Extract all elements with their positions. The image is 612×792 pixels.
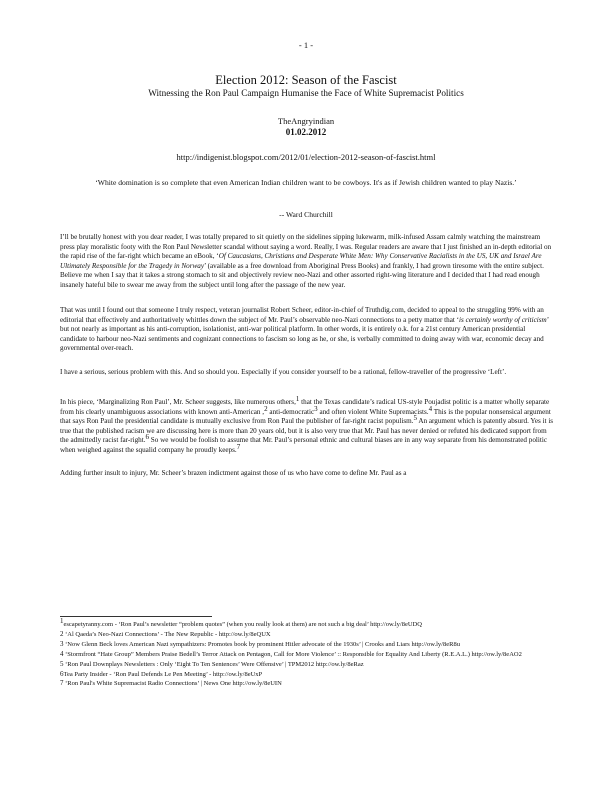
paragraph-2: That was until I found out that someone I truly respect, veteran journalist Robert Scheer, editor-in-chief of Truthdig.com, decided to appeal to the struggling 99% with an editorial that effectively and authoritatively whittles down the subject of Mr. Paul’s observable neo-Nazi connections to a petty matter that ‘is certainly worthy of criticism’ but not nearly as important as his anti-corruption, isolationist, anti-war political platform. In other words, it is entirely o.k. for a 21st century American presidential candidate to harbour neo-Nazi sentiments and cognizant connections to fascism so long as he, or she, is verbally committed to doing away with war, economic decay and governmental over-reach.: [60, 306, 549, 352]
paragraph-3: I have a serious, serious problem with this. And so should you. Especially if you consider yourself to be a rational, fellow-traveller of the progressive ‘Left’.: [60, 368, 507, 376]
source-url[interactable]: http://indigenist.blogspot.com/2012/01/election-2012-season-of-fascist.html: [176, 152, 436, 162]
footnote-number: 2: [60, 629, 64, 638]
footnote-ref-7[interactable]: 7: [236, 442, 241, 451]
paragraph-5: Adding further insult to injury, Mr. Scheer’s brazen indictment against those of us who have come to define Mr. Paul as a: [60, 469, 407, 477]
epigraph-attribution: -- Ward Churchill: [279, 210, 333, 219]
article-title: Election 2012: Season of the Fascist: [215, 73, 397, 87]
paragraph-4: In his piece, ‘Marginalizing Ron Paul’, Mr. Scheer suggests, like numerous others,$^1$ that the Texas candidate’s radical US-style Poujadist politic is a matter wholly separate from his clearly unambiguous associations with known anti-American ,$^2$ anti-democratic$^3$ and often violent White Supremacists.$^4$ This is the popular nonsensical argument that says Ron Paul the presidential candidate is mutually exclusive from Ron Paul the publisher of far-right racist populism.$^5$ An argument which is patently absurd. Yes it is true that the published racism we are discussing here is more than 20 years old, but it is also very true that Mr. Paul has never denied or refuted his dedicated support from the admittedly racist far-right.$^6$ So we would be foolish to assume that Mr. Paul’s personal ethnic and cultural biases are in any way separate from his demonstrated politic when weighed against the squalid company he proudly keeps.$^7$: [60, 395, 554, 454]
footnote-ref-2[interactable]: 2: [264, 404, 268, 413]
epigraph-quote: ‘White domination is so complete that even American Indian children want to be cowboys. It's as if Jewish children wanted to play Nazis.’: [95, 178, 517, 187]
article-subtitle: Witnessing the Ron Paul Campaign Humanise the Face of White Supremacist Politics: [148, 88, 464, 98]
page-number: - 1 -: [298, 40, 314, 50]
footnote-text[interactable]: ‘Ron Paul's White Supremacist Radio Connections’ | News One http://ow.ly/8eUIN: [63, 680, 282, 688]
footnote-text[interactable]: ‘Now Glenn Beck loves American Nazi sympathizers: Promotes book by prominent Hitler advocate of the 1930s’ | Crooks and Liars http://ow.ly/8eR8u: [63, 640, 460, 648]
footnote-number: 5: [60, 659, 64, 668]
footnote-item: [60, 630, 554, 639]
footnote-ref-6[interactable]: 6: [145, 433, 150, 441]
footnote-list: [60, 617, 554, 689]
footnote-ref-4[interactable]: 4: [428, 404, 433, 413]
footnote-text[interactable]: ‘Stormfront “Hate Group” Members Praise Bedell’s Terror Attack on Pentagon, Call for More Violence’ :: Responsible for Equality And Liberty (R.E.A.L.) http://ow.ly/8eAO2: [63, 650, 522, 658]
author-name: TheAngryindian: [277, 116, 335, 126]
footnote-item: [60, 640, 554, 649]
footnote-text[interactable]: escapetyranny.com - ‘Ron Paul’s newsletter “problem quotes” (when you really look at them) are not such a big deal’ http://ow.ly/8eUDQ: [63, 621, 422, 628]
footnote-number: 7: [60, 679, 64, 688]
footnote-number: 4: [60, 649, 64, 658]
footnote-number: 1: [60, 617, 64, 625]
quoted-phrase: is certainly worthy of criticism: [459, 315, 547, 324]
paragraph-1: I’ll be brutally honest with you dear reader, I was totally prepared to sit quietly on the sidelines sipping lukewarm, milk-infused Assam calmly watching the mainstream press play moralistic footy with the Ron Paul Newsletter scandal without saying a word. Really, I was. Regular readers are aware that I just finished an in-depth editorial on the rapid rise of the far-right which became an eBook, ‘Of Caucasians, Christians and Desperate White Men: Why Conservative Racialists in the US, UK and Israel Are Ultimately Responsible for the Tragedy in Norway’ (available as a free download from Aboriginal Press Books) and frankly, I had grown tiresome with the entire subject. Believe me when I say that it takes a strong stomach to sit and objectively review neo-Nazi and other assorted right-wing literature and I decided that I had read enough insanely hateful bile to swear me away from the subject until long after the passage of the new year.: [60, 233, 552, 289]
footnote-divider: [60, 616, 212, 617]
footnote-item: [60, 670, 554, 679]
footnote-text[interactable]: ‘Ron Paul Downplays Newsletters : Only ‘Eight To Ten Sentences’ Were Offensive’ | TPM2012 http://ow.ly/8eRaz: [63, 660, 364, 668]
footnote-item: [60, 660, 554, 669]
publish-date: 01.02.2012: [285, 127, 327, 137]
footnote-item: [60, 617, 554, 629]
footnote-ref-5[interactable]: 5: [413, 414, 417, 422]
footnote-text[interactable]: Tea Party Insider - ‘Ron Paul Defends Le Pen Meeting’ - http://ow.ly/8eUxP: [63, 670, 263, 678]
footnote-item: [60, 650, 554, 659]
footnote-item: [60, 679, 554, 688]
footnote-ref-3[interactable]: 3: [314, 404, 318, 413]
footnote-text[interactable]: ‘Al Qaeda’s Neo-Nazi Connections’ - The New Republic - http://ow.ly/8eQUX: [63, 630, 271, 638]
footnote-ref-1[interactable]: 1: [295, 395, 300, 403]
footnote-number: 3: [60, 639, 64, 648]
ebook-title: Of Caucasians, Christians and Desperate White Men: Why Conservative Racialists in the US, UK and Israel Are Ultimately Responsible for the Tragedy in Norway: [60, 252, 542, 270]
footnote-number: 6: [60, 669, 64, 678]
